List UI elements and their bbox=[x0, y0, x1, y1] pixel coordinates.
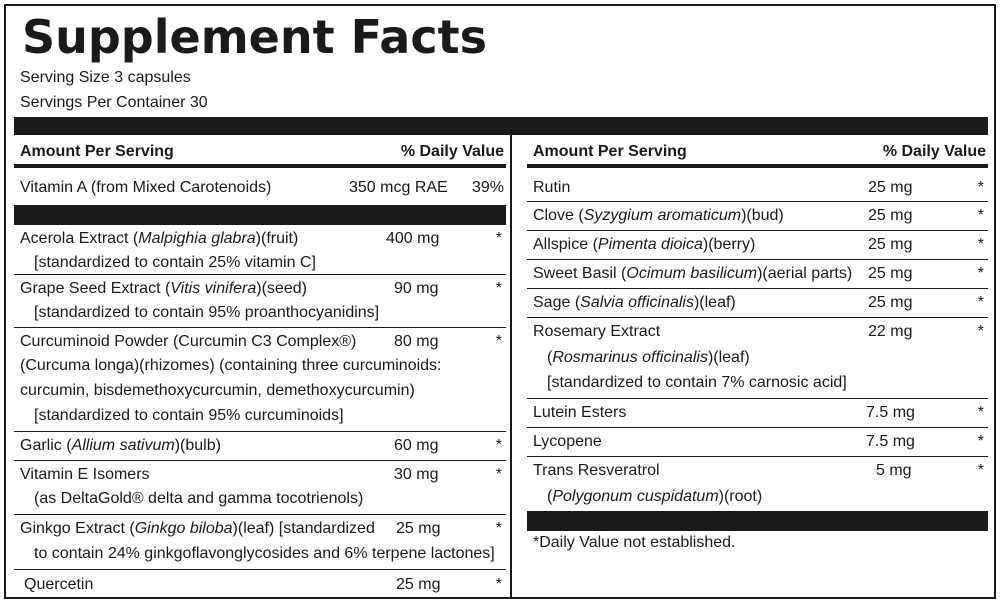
ingredient-dv: * bbox=[495, 333, 502, 350]
ingredient-amount: 60 mg bbox=[394, 437, 439, 454]
section-bar bbox=[527, 511, 988, 531]
ingredient-amount: 90 mg bbox=[394, 280, 439, 297]
ingredient-name: Sage (Salvia officinalis)(leaf) bbox=[533, 294, 736, 311]
ingredient-dv: * bbox=[977, 179, 984, 196]
ingredient-row-lycopene bbox=[527, 429, 988, 457]
ingredient-row-grape-seed bbox=[14, 276, 506, 328]
ingredient-dv: * bbox=[977, 323, 984, 340]
section-bar bbox=[14, 205, 506, 225]
ingredient-detail: [standardized to contain 7% carnosic acid] bbox=[547, 374, 847, 391]
amount-per-serving-heading: Amount Per Serving bbox=[533, 143, 687, 160]
ingredient-name: Rosemary Extract bbox=[533, 323, 661, 340]
ingredient-dv: * bbox=[977, 462, 984, 479]
ingredient-row-lutein bbox=[527, 400, 988, 428]
nutrient-row-vitamin-a bbox=[14, 175, 506, 203]
panel-title: Supplement Facts bbox=[22, 10, 487, 64]
ingredient-row-garlic bbox=[14, 433, 506, 461]
ingredient-detail: (Polygonum cuspidatum)(root) bbox=[547, 488, 763, 505]
ingredient-dv: * bbox=[977, 404, 984, 421]
ingredient-name: Clove (Syzygium aromaticum)(bud) bbox=[533, 207, 784, 224]
servings-per-container: Servings Per Container 30 bbox=[20, 94, 208, 111]
ingredient-detail: [standardized to contain 95% curcuminoids] bbox=[34, 407, 344, 424]
serving-size: Serving Size 3 capsules bbox=[20, 69, 191, 86]
ingredient-amount: 80 mg bbox=[394, 333, 439, 350]
ingredient-detail: (as DeltaGold® delta and gamma tocotrienols) bbox=[34, 490, 364, 507]
left-header bbox=[14, 135, 506, 168]
ingredient-row-resveratrol bbox=[527, 458, 988, 510]
ingredient-amount: 25 mg bbox=[868, 207, 913, 224]
ingredient-detail: to contain 24% ginkgoflavonglycosides and 6% terpene lactones] bbox=[34, 545, 495, 562]
ingredient-name: Allspice (Pimenta dioica)(berry) bbox=[533, 236, 756, 253]
ingredient-name: Acerola Extract (Malpighia glabra)(fruit) bbox=[20, 230, 299, 247]
ingredient-dv: * bbox=[977, 294, 984, 311]
ingredient-name: Lycopene bbox=[533, 433, 602, 450]
supplement-facts-panel bbox=[4, 4, 996, 599]
ingredient-row-clove bbox=[527, 203, 988, 231]
ingredient-amount: 25 mg bbox=[868, 179, 913, 196]
ingredient-detail: [standardized to contain 95% proanthocyanidins] bbox=[34, 304, 380, 321]
ingredient-name: Ginkgo Extract (Ginkgo biloba)(leaf) [standardized bbox=[20, 520, 375, 537]
ingredient-name: Vitamin E Isomers bbox=[20, 466, 150, 483]
ingredient-dv: * bbox=[977, 433, 984, 450]
ingredient-amount: 7.5 mg bbox=[866, 404, 915, 421]
daily-value-heading: % Daily Value bbox=[400, 143, 504, 160]
ingredient-dv: * bbox=[495, 437, 502, 454]
top-divider-bar bbox=[14, 117, 988, 135]
ingredient-dv: * bbox=[495, 466, 502, 483]
ingredient-dv: * bbox=[977, 265, 984, 282]
ingredient-detail: (Curcuma longa)(rhizomes) (containing three curcuminoids: bbox=[20, 357, 442, 374]
ingredient-row-allspice bbox=[527, 232, 988, 260]
ingredient-row-quercetin bbox=[14, 572, 506, 600]
ingredient-dv: * bbox=[495, 520, 502, 537]
ingredient-dv: * bbox=[977, 236, 984, 253]
daily-value-heading: % Daily Value bbox=[882, 143, 986, 160]
ingredient-name: Garlic (Allium sativum)(bulb) bbox=[20, 437, 221, 454]
ingredient-amount: 5 mg bbox=[876, 462, 912, 479]
column-divider bbox=[510, 135, 512, 599]
ingredient-name: Trans Resveratrol bbox=[533, 462, 660, 479]
ingredient-detail: (Rosmarinus officinalis)(leaf) bbox=[547, 349, 750, 366]
ingredient-amount: 25 mg bbox=[396, 520, 441, 537]
ingredient-amount: 25 mg bbox=[868, 294, 913, 311]
ingredient-dv: * bbox=[495, 576, 502, 593]
daily-value-footnote: *Daily Value not established. bbox=[533, 534, 736, 551]
ingredient-row-acerola bbox=[14, 226, 506, 275]
ingredient-row-rutin bbox=[527, 175, 988, 202]
ingredient-name: Grape Seed Extract (Vitis vinifera)(seed) bbox=[20, 280, 307, 297]
ingredient-name: Curcuminoid Powder (Curcumin C3 Complex®) bbox=[20, 333, 357, 350]
ingredient-amount: 25 mg bbox=[396, 576, 441, 593]
ingredient-row-vitamin-e bbox=[14, 462, 506, 515]
ingredient-amount: 25 mg bbox=[868, 236, 913, 253]
nutrient-dv: 39% bbox=[471, 179, 504, 196]
ingredient-amount: 400 mg bbox=[386, 230, 440, 247]
ingredient-name: Rutin bbox=[533, 179, 571, 196]
ingredient-dv: * bbox=[495, 280, 502, 297]
ingredient-dv: * bbox=[977, 207, 984, 224]
ingredient-amount: 25 mg bbox=[868, 265, 913, 282]
ingredient-name: Lutein Esters bbox=[533, 404, 627, 421]
ingredient-amount: 7.5 mg bbox=[866, 433, 915, 450]
ingredient-amount: 22 mg bbox=[868, 323, 913, 340]
ingredient-detail: [standardized to contain 25% vitamin C] bbox=[34, 254, 316, 271]
ingredient-row-rosemary bbox=[527, 319, 988, 399]
nutrient-amount: 350 mcg RAE bbox=[349, 179, 448, 196]
ingredient-detail: curcumin, bisdemethoxycurcumin, demethoxycurcumin) bbox=[20, 382, 415, 399]
ingredient-dv: * bbox=[495, 230, 502, 247]
ingredient-row-ginkgo bbox=[14, 516, 506, 570]
ingredient-name: Sweet Basil (Ocimum basilicum)(aerial parts) bbox=[533, 265, 853, 282]
amount-per-serving-heading: Amount Per Serving bbox=[20, 143, 174, 160]
ingredient-name: Quercetin bbox=[24, 576, 94, 593]
ingredient-row-curcuminoid bbox=[14, 329, 506, 432]
right-header bbox=[527, 135, 988, 168]
ingredient-row-sweet-basil bbox=[527, 261, 988, 289]
ingredient-amount: 30 mg bbox=[394, 466, 439, 483]
ingredient-row-sage bbox=[527, 290, 988, 318]
nutrient-name: Vitamin A (from Mixed Carotenoids) bbox=[20, 179, 272, 196]
